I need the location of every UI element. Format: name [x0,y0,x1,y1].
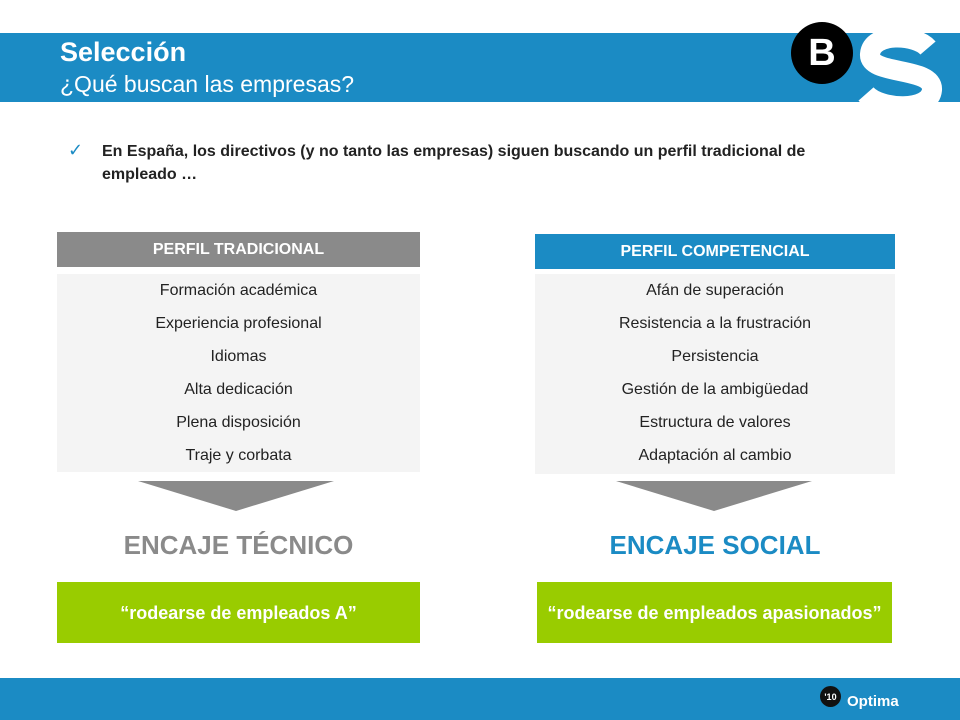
list-item: Idiomas [210,347,267,365]
social-fit-quote: “rodearse de empleados apasionados” [537,582,892,643]
check-icon: ✓ [68,140,84,161]
bullet-point [68,140,848,186]
footer-year-badge: '10 [820,686,841,707]
list-item: Adaptación al cambio [638,446,792,464]
social-fit-heading: ENCAJE SOCIAL [609,530,821,560]
down-arrow-icon [616,481,812,511]
footer-bar [0,678,960,720]
list-item: Afán de superación [646,281,784,299]
technical-fit-heading: ENCAJE TÉCNICO [123,530,354,560]
traditional-profile-list [57,274,420,472]
footer-brand-logo: Optima [847,693,899,710]
list-item: Plena disposición [176,413,301,431]
list-item: Formación académica [159,281,318,299]
list-item: Gestión de la ambigüedad [621,380,809,398]
down-arrow-icon [138,481,334,511]
technical-fit-quote: “rodearse de empleados A” [57,582,420,643]
competential-profile-header: PERFIL COMPETENCIAL [535,234,895,269]
list-item: Estructura de valores [639,413,791,431]
logo-s-icon [850,22,950,112]
list-item: Traje y corbata [185,446,292,464]
competential-profile-list [535,274,895,474]
list-item: Experiencia profesional [155,314,322,332]
logo-b-icon: B [791,22,853,84]
list-item: Alta dedicación [184,380,293,398]
slide-title: Selección [60,37,187,67]
traditional-profile-header: PERFIL TRADICIONAL [57,232,420,267]
slide-subtitle: ¿Qué buscan las empresas? [60,71,355,97]
bullet-text: En España, los directivos (y no tanto las empresas) siguen buscando un perfil tradicional de empleado … [102,143,806,183]
list-item: Persistencia [671,347,759,365]
list-item: Resistencia a la frustración [618,314,812,332]
